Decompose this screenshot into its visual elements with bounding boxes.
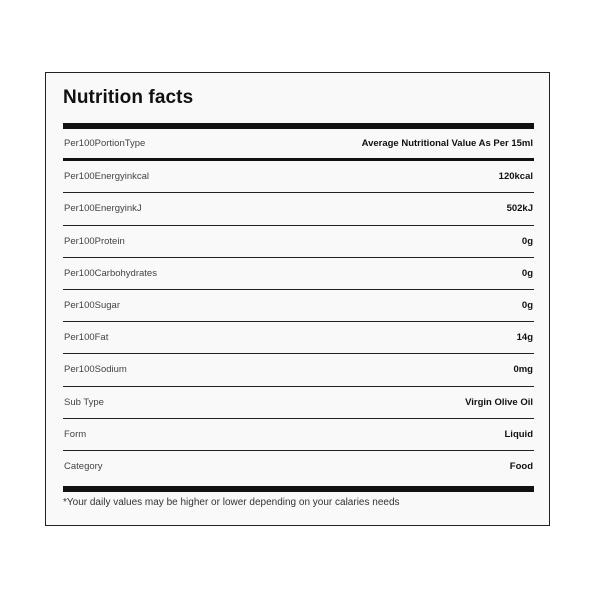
row-value: 0mg (513, 364, 533, 376)
table-row (63, 322, 534, 354)
table-row (63, 387, 534, 419)
row-value: Liquid (504, 428, 533, 440)
row-label: Sub Type (64, 396, 104, 408)
table-row (63, 258, 534, 290)
nutrition-facts-panel (45, 72, 550, 526)
row-label: Per100Sodium (64, 364, 127, 376)
nutrition-facts-title: Nutrition facts (63, 87, 194, 108)
table-row (63, 451, 534, 483)
row-value: Average Nutritional Value As Per 15ml (361, 138, 533, 150)
table-row (63, 419, 534, 451)
bottom-divider (63, 486, 534, 492)
table-row (63, 290, 534, 322)
row-value: 120kcal (498, 171, 533, 183)
table-row (63, 161, 534, 193)
row-value: 502kJ (506, 203, 533, 215)
row-label: Per100Protein (64, 235, 125, 247)
table-row (63, 226, 534, 258)
table-row (63, 129, 534, 161)
row-label: Per100Carbohydrates (64, 267, 157, 279)
row-label: Per100Energyinkcal (64, 171, 150, 183)
row-value: 0g (521, 300, 533, 312)
row-label: Category (64, 461, 103, 473)
row-label: Per100PortionType (64, 138, 146, 150)
daily-values-footnote: *Your daily values may be higher or lower depending on your calaries needs (63, 497, 400, 508)
row-label: Per100Sugar (64, 300, 120, 312)
row-value: Virgin Olive Oil (465, 396, 533, 408)
row-label: Per100Fat (64, 332, 109, 344)
row-value: Food (509, 461, 533, 473)
row-value: 0g (521, 235, 533, 247)
row-value: 0g (521, 267, 533, 279)
row-value: 14g (516, 332, 533, 344)
row-label: Per100EnergyinkJ (64, 203, 142, 215)
table-row (63, 354, 534, 386)
table-row (63, 193, 534, 225)
nutrition-table (63, 129, 534, 483)
row-label: Form (64, 428, 87, 440)
